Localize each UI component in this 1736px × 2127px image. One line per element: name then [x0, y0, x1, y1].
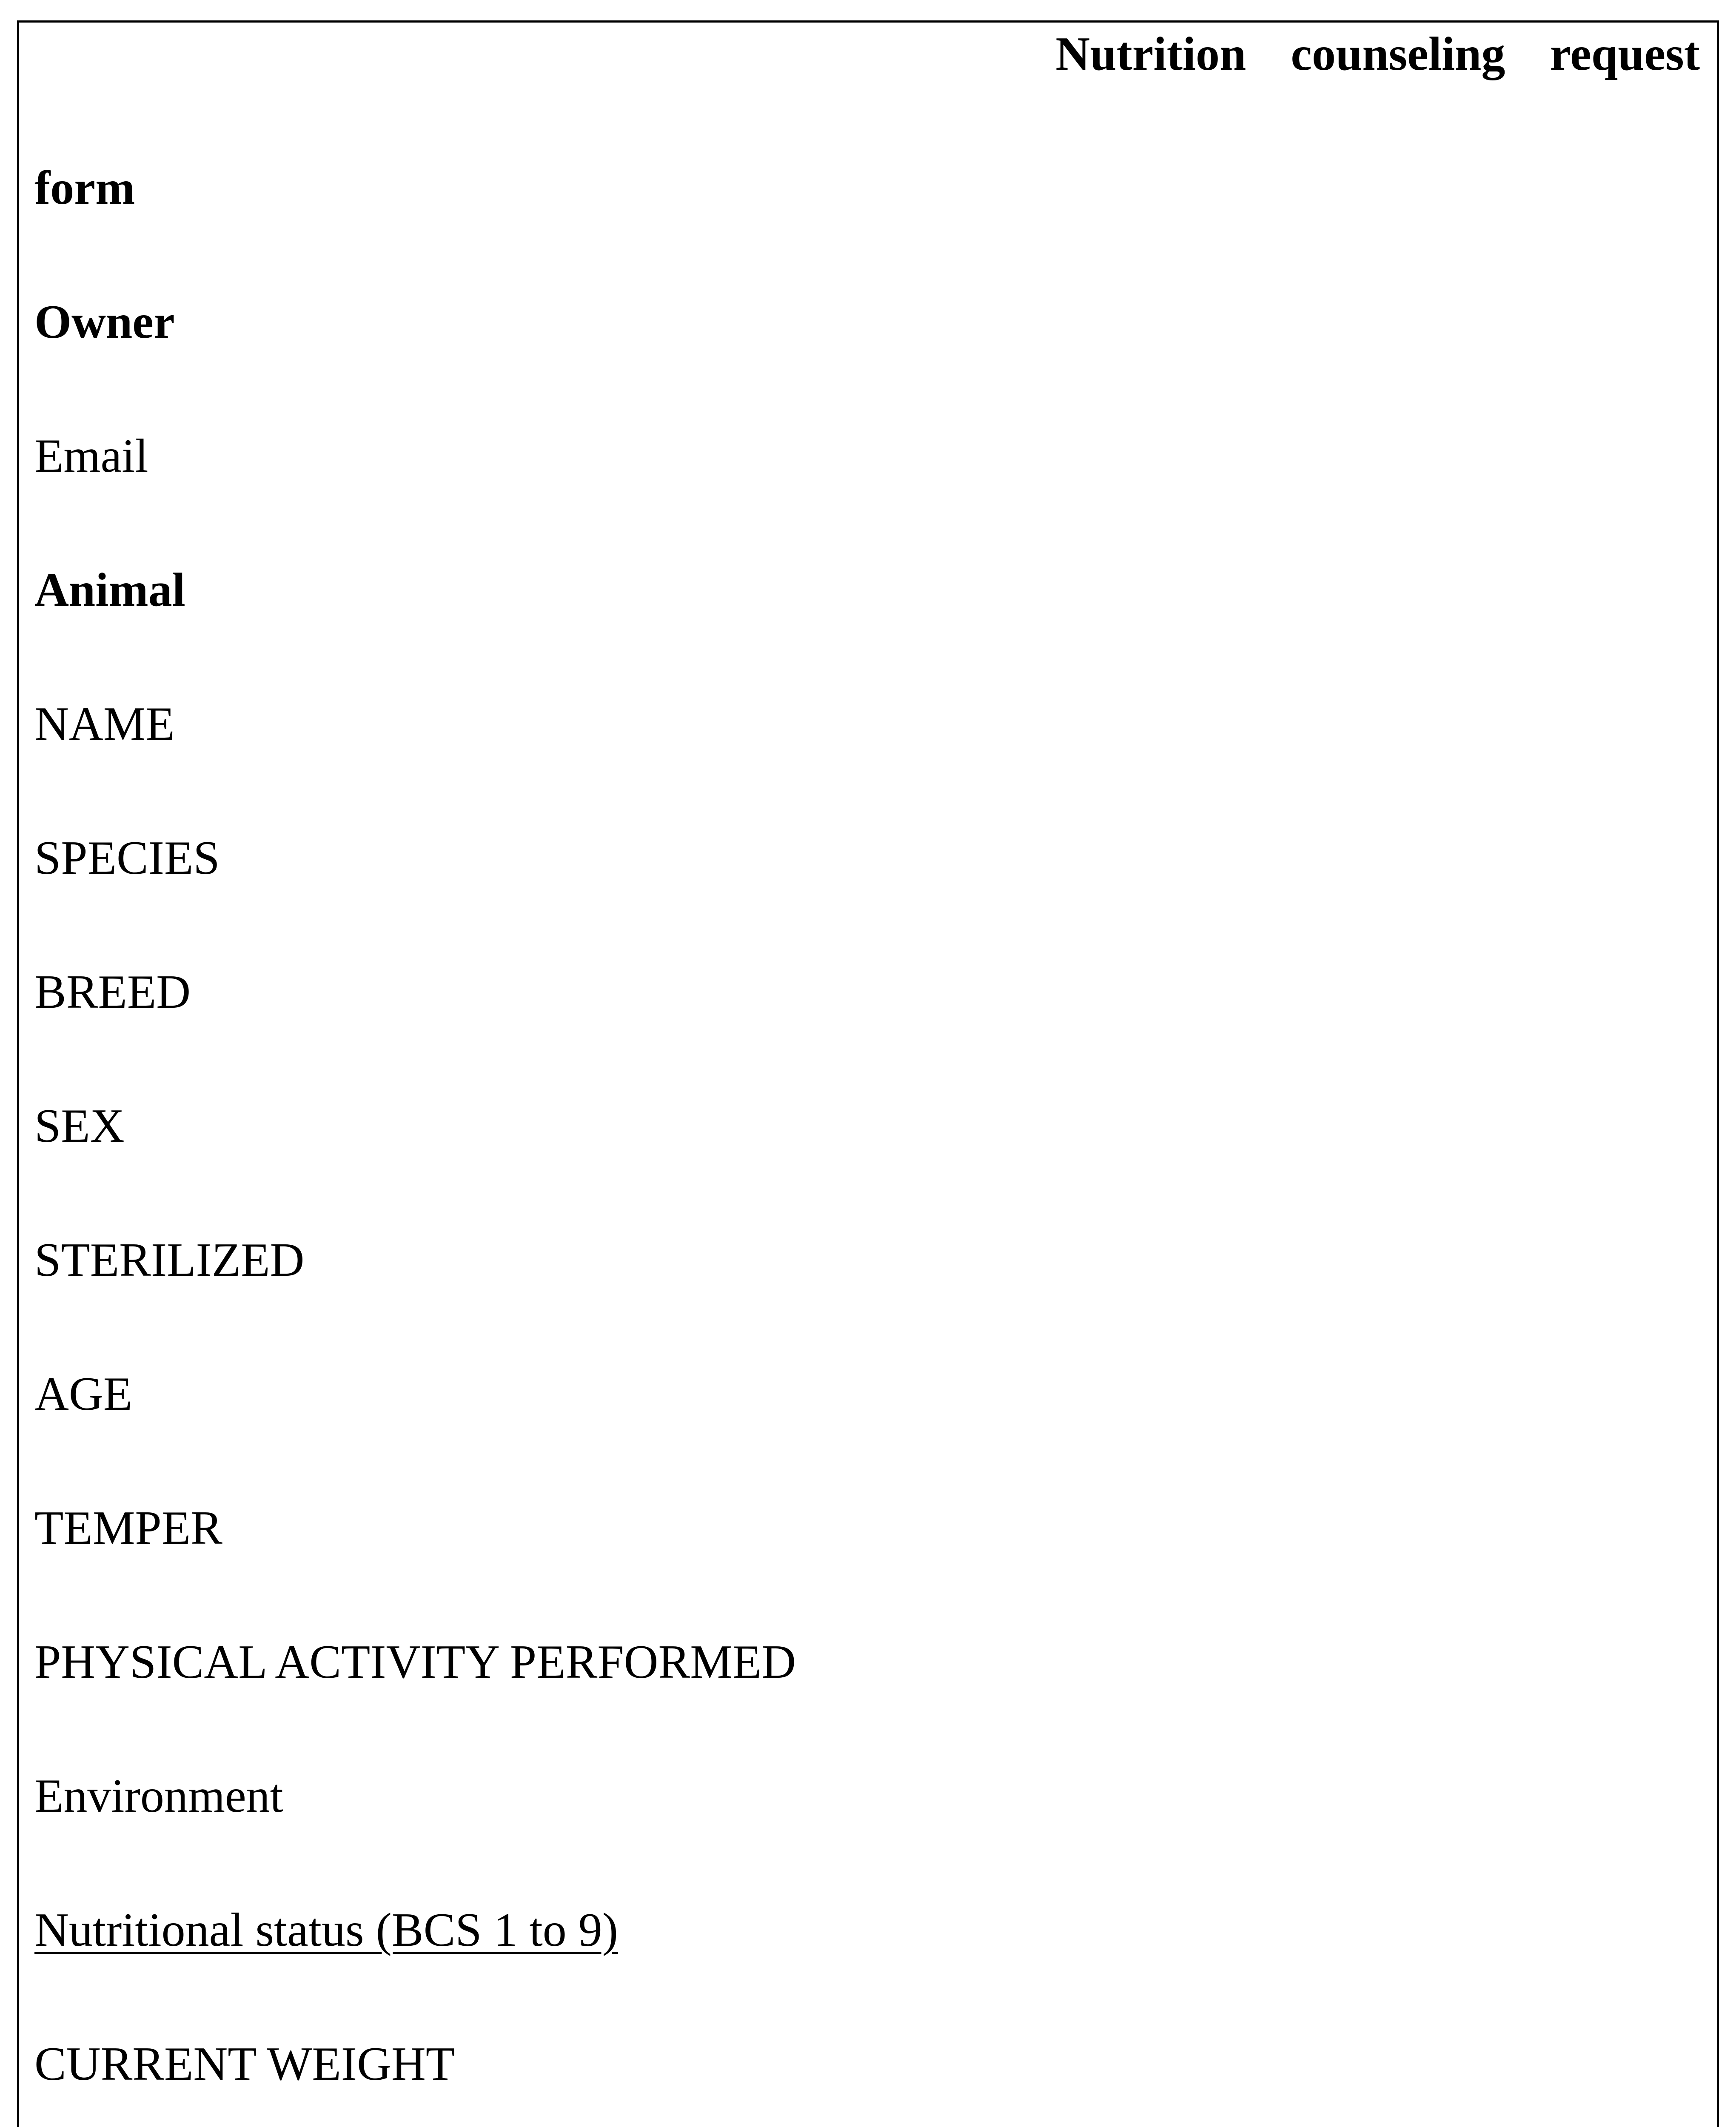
field-label-environment: Environment — [34, 1770, 283, 1822]
animal-heading: Animal — [34, 564, 185, 616]
field-label-age: AGE — [34, 1368, 133, 1420]
field-label-current-weight: CURRENT WEIGHT — [34, 2038, 455, 2090]
title-word: counseling — [1291, 28, 1505, 80]
field-label-email: Email — [34, 430, 148, 482]
field-label-sex: SEX — [34, 1100, 125, 1152]
nutritional-status-heading: Nutritional status (BCS 1 to 9) — [34, 1904, 618, 1956]
field-label-sterilized: STERILIZED — [34, 1234, 305, 1286]
field-label-species: SPECIES — [34, 832, 220, 884]
title-word: request — [1550, 28, 1700, 80]
title-word: Nutrition — [1055, 28, 1246, 80]
field-label-breed: BREED — [34, 966, 191, 1018]
field-label-temper: TEMPER — [34, 1502, 222, 1554]
owner-heading: Owner — [34, 296, 175, 348]
form-title — [1055, 26, 1700, 83]
field-label-physical-activity: PHYSICAL ACTIVITY PERFORMED — [34, 1636, 796, 1688]
form-title-continuation: form — [34, 162, 135, 214]
field-label-name: NAME — [34, 698, 175, 750]
